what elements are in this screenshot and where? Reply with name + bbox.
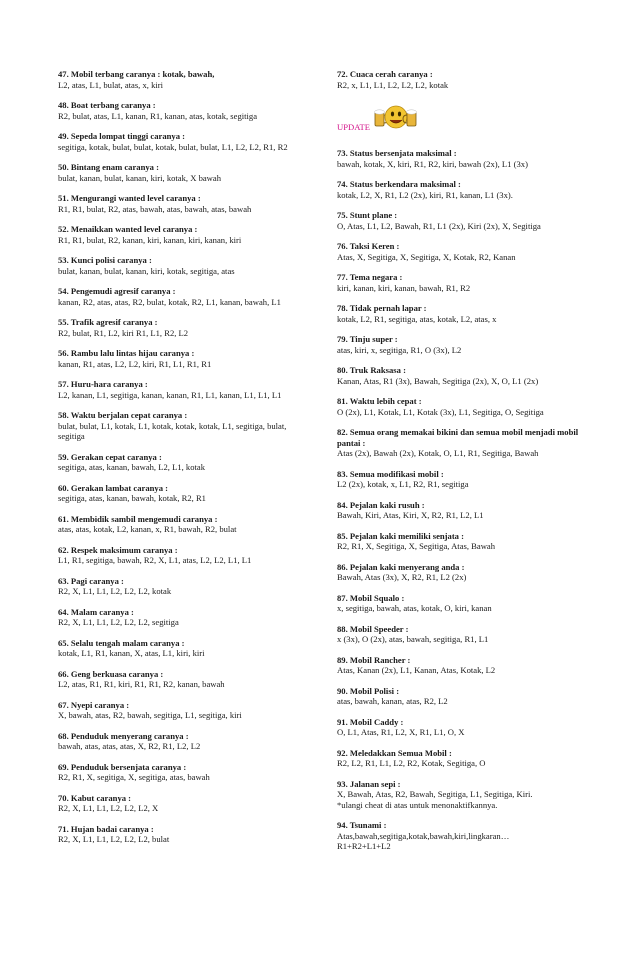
cheat-entry [58,669,310,690]
cheat-entry [337,593,587,614]
cheat-entry [58,286,310,307]
cheat-entry [58,452,310,473]
cheat-title: 71. Hujan badai caranya : [58,823,154,834]
cheat-combo: x (3x), O (2x), atas, bawah, segitiga, R1, L1 [337,634,489,644]
cheat-combo: x, segitiga, bawah, atas, kotak, O, kiri, kanan [337,603,492,613]
cheat-entry [337,469,587,490]
cheat-title: 47. Mobil terbang caranya : kotak, bawah, [58,69,215,79]
cheat-combo: R1, R1, bulat, R2, atas, bawah, atas, bawah, atas, bawah [58,203,252,214]
cheat-title: 74. Status berkendara maksimal : [337,179,461,189]
cheat-title: 66. Geng berkuasa caranya : [58,668,164,679]
cheat-entry [58,483,310,504]
cheat-entry [58,348,310,369]
cheat-entry [337,655,587,676]
cheat-entry [337,531,587,552]
cheat-title: 70. Kabut caranya : [58,792,132,803]
cheat-title: 80. Truk Raksasa : [337,365,406,375]
cheat-title: 86. Pejalan kaki menyerang anda : [337,561,465,572]
cheat-entry [58,255,310,276]
cheat-entry [58,607,310,628]
cheat-entry [337,69,587,90]
cheat-combo: Atas, X, Segitiga, X, Segitiga, X, Kotak, R2, Kanan [337,251,516,262]
cheat-title: 83. Semua modifikasi mobil : [337,468,444,479]
cheat-combo: R2, X, L1, L1, L2, L2, L2, segitiga [58,617,179,627]
cheat-entry [337,179,587,200]
cheat-title: 59. Gerakan cepat caranya : [58,451,162,462]
cheat-combo: X, Bawah, Atas, R2, Bawah, Segitiga, L1, Segitiga, Kiri. [337,789,533,799]
cheat-title: 64. Malam caranya : [58,606,134,617]
cheat-entry [337,820,587,852]
cheat-combo: L2, atas, R1, R1, kiri, R1, R1, R2, kanan, bawah [58,679,225,689]
cheat-title: 84. Pejalan kaki rusuh : [337,499,425,510]
smiley-with-beer-icon [373,100,419,134]
cheat-combo: X, bawah, atas, R2, bawah, segitiga, L1, segitiga, kiri [58,710,242,720]
cheat-combo: kotak, L2, R1, segitiga, atas, kotak, L2, atas, x [337,313,497,324]
cheat-combo: bulat, kanan, bulat, kanan, kiri, kotak, segitiga, atas [58,265,235,276]
cheat-title: 67. Nyepi caranya : [58,699,130,710]
cheat-title: 69. Penduduk bersenjata caranya : [58,761,187,772]
cheat-title: 51. Mengurangi wanted level caranya : [58,193,201,203]
cheat-entry [58,317,310,338]
cheat-combo: segitiga, atas, kanan, bawah, kotak, R2, R1 [58,493,206,503]
cheat-title: 76. Taksi Keren : [337,241,400,251]
cheat-title: 85. Pejalan kaki memiliki senjata : [337,530,464,541]
cheat-combo: atas, bawah, kanan, atas, R2, L2 [337,696,448,706]
cheat-combo: R2, X, L1, L1, L2, L2, L2, kotak [58,586,172,596]
cheat-combo: atas, atas, kotak, L2, kanan, x, R1, bawah, R2, bulat [58,524,237,534]
cheat-title: 61. Membidik sambil mengemudi caranya : [58,513,218,524]
cheat-entry [58,100,310,121]
cheat-title: 91. Mobil Caddy : [337,716,404,727]
cheat-entry [337,779,587,811]
cheat-title: 81. Waktu lebih cepat : [337,396,422,406]
cheat-combo: kanan, R1, atas, L2, L2, kiri, R1, L1, R1, R1 [58,358,212,369]
cheat-combo: O, Atas, L1, L2, Bawah, R1, L1 (2x), Kiri (2x), X, Segitiga [337,220,541,231]
cheat-entry [58,162,310,183]
cheat-entry [337,365,587,386]
cheat-combo: O (2x), L1, Kotak, L1, Kotak (3x), L1, Segitiga, O, Segitiga [337,406,544,417]
cheat-combo: L2, kanan, L1, segitiga, kanan, kanan, R1, L1, kanan, L1, L1, L1 [58,389,282,400]
cheat-combo: Bawah, Kiri, Atas, Kiri, X, R2, R1, L2, L1 [337,510,484,520]
cheat-combo: Bawah, Atas (3x), X, R2, R1, L2 (2x) [337,572,467,582]
cheat-combo: L2, atas, L1, bulat, atas, x, kiri [58,79,164,90]
cheat-combo: kotak, L1, R1, kanan, X, atas, L1, kiri, kiri [58,648,205,658]
cheat-title: 94. Tsunami : [337,820,387,830]
cheat-entry [58,379,310,400]
cheat-combo: Atas (2x), Bawah (2x), Kotak, O, L1, R1, Segitiga, Bawah [337,448,539,458]
cheat-title: 62. Respek maksimum caranya : [58,544,178,555]
cheat-entry [58,731,310,752]
cheat-entry [337,427,587,459]
cheat-entry [337,148,587,169]
cheat-entry [337,396,587,417]
cheat-title: 89. Mobil Rancher : [337,654,411,665]
cheat-entry [58,700,310,721]
cheat-title: 54. Pengemudi agresif caranya : [58,286,176,296]
cheat-combo: kiri, kanan, kiri, kanan, bawah, R1, R2 [337,282,471,293]
cheat-entry [58,638,310,659]
cheat-title: 88. Mobil Speeder : [337,623,409,634]
cheat-combo: R2, X, L1, L1, L2, L2, L2, X [58,803,159,813]
cheat-combo: R2, X, L1, L1, L2, L2, L2, bulat [58,834,170,844]
cheat-entry [58,545,310,566]
cheat-combo: R2, bulat, R1, L2, kiri R1, L1, R2, L2 [58,327,189,338]
cheat-combo: Atas, Kanan (2x), L1, Kanan, Atas, Kotak, L2 [337,665,496,675]
cheat-title: 90. Mobil Polisi : [337,685,400,696]
cheat-combo: L2 (2x), kotak, x, L1, R2, R1, segitiga [337,479,469,489]
cheat-entry [337,210,587,231]
cheat-title: 63. Pagi caranya : [58,575,124,586]
cheat-entry [58,224,310,245]
cheat-entry [337,272,587,293]
cheat-entry [58,69,310,90]
cheat-title: 72. Cuaca cerah caranya : [337,69,433,79]
cheat-combo: kanan, R2, atas, atas, R2, bulat, kotak, R2, L1, kanan, bawah, L1 [58,296,281,307]
cheat-title: 49. Sepeda lompat tinggi caranya : [58,131,185,141]
cheat-entry [337,500,587,521]
cheat-note: R1+R2+L1+L2 [337,841,391,851]
cheat-title: 65. Selalu tengah malam caranya : [58,637,185,648]
cheat-title: 57. Huru-hara caranya : [58,379,148,389]
cheat-combo: R1, R1, bulat, R2, kanan, kiri, kanan, kiri, kanan, kiri [58,234,242,245]
right-column [337,69,587,862]
cheat-combo: L1, R1, segitiga, bawah, R2, X, L1, atas, L2, L2, L1, L1 [58,555,252,565]
cheat-combo: kotak, L2, X, R1, L2 (2x), kiri, R1, kanan, L1 (3x). [337,189,513,200]
cheat-title: 53. Kunci polisi caranya : [58,255,152,265]
cheat-title: 93. Jalanan sepi : [337,778,401,789]
cheat-entry [337,241,587,262]
cheat-entry [58,193,310,214]
cheat-entry [58,410,310,442]
cheat-combo: bulat, bulat, L1, kotak, L1, kotak, kotak, kotak, L1, segitiga, bulat, segitiga [58,420,287,441]
cheat-note: *ulangi cheat di atas untuk menonaktifkannya. [337,799,498,810]
cheat-combo: O, L1, Atas, R1, L2, X, R1, L1, O, X [337,727,465,737]
cheat-entry [58,793,310,814]
cheat-title: 58. Waktu berjalan cepat caranya : [58,410,188,420]
cheat-combo: R2, bulat, atas, L1, kanan, R1, kanan, atas, kotak, segitiga [58,110,258,121]
cheat-title: 78. Tidak pernah lapar : [337,303,427,313]
cheat-combo: R2, R1, X, segitiga, X, segitiga, atas, bawah [58,772,210,782]
cheat-entry [337,748,587,769]
cheat-entry [337,717,587,738]
cheat-entry [337,334,587,355]
cheat-combo: segitiga, kotak, bulat, bulat, kotak, bulat, bulat, L1, L2, L2, R1, R2 [58,141,288,152]
update-section [337,100,587,140]
cheat-combo: bulat, kanan, bulat, kanan, kiri, kotak, X bawah [58,172,221,183]
cheat-entry [58,514,310,535]
cheat-title: 60. Gerakan lambat caranya : [58,482,169,493]
cheat-title: 52. Menaikkan wanted level caranya : [58,224,198,234]
cheat-entry [337,562,587,583]
cheat-title: 75. Stunt plane : [337,210,398,220]
cheat-title: 48. Boat terbang caranya : [58,100,156,110]
cheat-combo: segitiga, atas, kanan, bawah, L2, L1, kotak [58,462,206,472]
cheat-combo: atas, kiri, x, segitiga, R1, O (3x), L2 [337,344,462,355]
cheat-title: 82. Semua orang memakai bikini dan semua mobil menjadi mobil pantai : [337,427,579,448]
left-column [58,69,310,855]
cheat-combo: R2, R1, X, Segitiga, X, Segitiga, Atas, Bawah [337,541,496,551]
cheat-entry [58,131,310,152]
cheat-combo: R2, x, L1, L1, L2, L2, L2, kotak [337,79,449,90]
cheat-title: 73. Status bersenjata maksimal : [337,148,457,158]
cheat-title: 68. Penduduk menyerang caranya : [58,730,189,741]
cheat-entry [58,576,310,597]
cheat-entry [337,303,587,324]
cheat-title: 55. Trafik agresif caranya : [58,317,158,327]
cheat-entry [58,762,310,783]
cheat-combo: Atas,bawah,segitiga,kotak,bawah,kiri,lingkaran… [337,830,510,841]
cheat-title: 50. Bintang enam caranya : [58,162,159,172]
cheat-combo: bawah, atas, atas, atas, X, R2, R1, L2, L2 [58,741,201,751]
cheat-entry [337,624,587,645]
cheat-title: 79. Tinju super : [337,334,398,344]
cheat-combo: R2, L2, R1, L1, L2, R2, Kotak, Segitiga, O [337,758,486,768]
cheat-entry [58,824,310,845]
cheat-title: 92. Meledakkan Semua Mobil : [337,747,452,758]
cheat-combo: Kanan, Atas, R1 (3x), Bawah, Segitiga (2x), X, O, L1 (2x) [337,375,539,386]
cheat-entry [337,686,587,707]
cheat-combo: bawah, kotak, X, kiri, R1, R2, kiri, bawah (2x), L1 (3x) [337,158,528,169]
cheat-title: 87. Mobil Squalo : [337,592,405,603]
cheat-title: 77. Tema negara : [337,272,403,282]
update-label: UPDATE [337,122,370,132]
cheat-title: 56. Rambu lalu lintas hijau caranya : [58,348,195,358]
